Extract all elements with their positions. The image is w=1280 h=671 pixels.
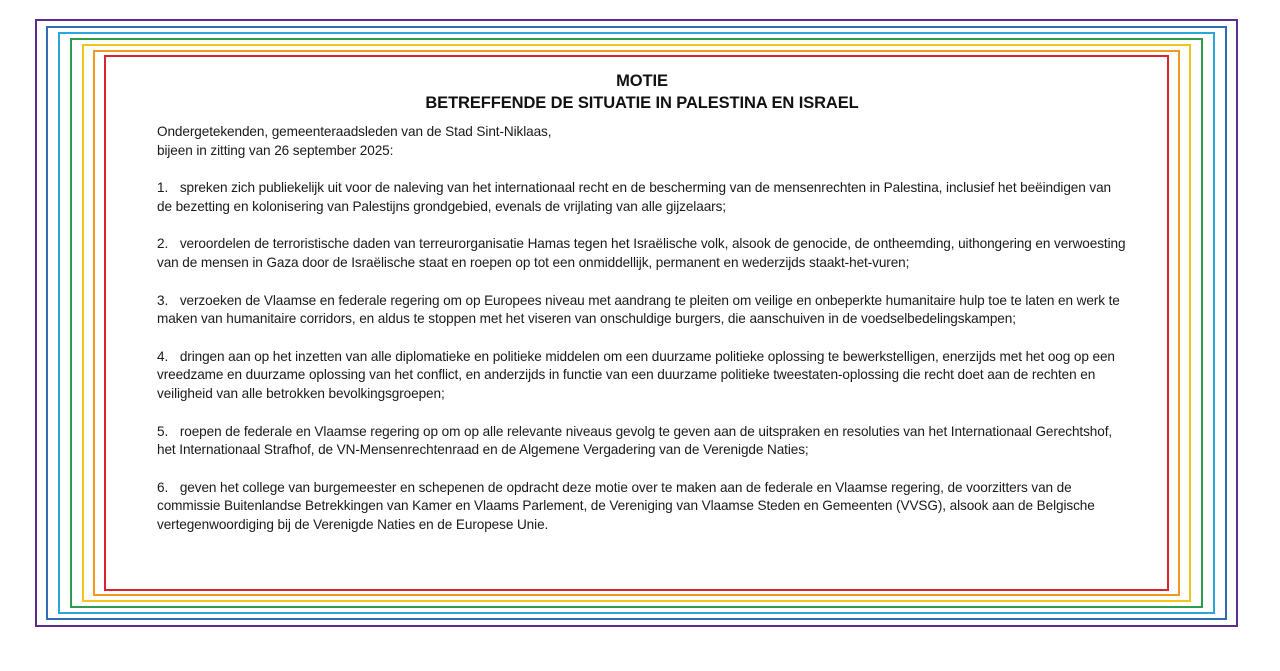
motion-item-4 [157,348,1127,404]
item-number: 5. [157,423,169,439]
intro-paragraph [157,123,1127,160]
document-title [157,70,1127,114]
motion-document [157,70,1127,535]
title-line-2: BETREFFENDE DE SITUATIE IN PALESTINA EN ISRAEL [425,94,859,112]
motion-item-1 [157,179,1127,216]
title-line-1: MOTIE [616,72,668,90]
item-text: roepen de federale en Vlaamse regering op om op alle relevante niveaus gevolg te geven aan de uitspraken en resoluties van het Internationaal Gerechtshof, het Internationaal Strafhof, de VN-Mensenrechtenraad en de Algemene Vergadering van de Verenigde Naties; [157,423,1113,458]
item-number: 1. [157,180,169,196]
item-text: dringen aan op het inzetten van alle diplomatieke en politieke middelen om een duurzame politieke oplossing te bewerkstelligen, enerzijds met het oog op een vreedzame en duurzame oplossing van het conflict, en anderzijds in functie van een duurzame politieke tweestaten-oplossing die recht doet aan de rechten en veiligheid van alle betrokken bevolkingsgroepen; [157,348,1115,401]
motion-item-3 [157,292,1127,329]
item-text: verzoeken de Vlaamse en federale regering om op Europees niveau met aandrang te pleiten om veilige en onbeperkte humanitaire hulp toe te laten en werk te maken van humanitaire corridors, en aldus te stoppen met het viseren van onschuldige burgers, die aanschuiven in de voedselbedelingskampen; [157,292,1120,327]
item-number: 3. [157,292,169,308]
item-text: spreken zich publiekelijk uit voor de naleving van het internationaal recht en de bescherming van de mensenrechten in Palestina, inclusief het beëindigen van de bezetting en kolonisering van Palestijns grondgebied, evenals de vrijlating van alle gijzelaars; [157,180,1111,214]
motion-item-6 [157,479,1127,535]
item-number: 6. [157,479,169,495]
item-number: 2. [157,236,169,252]
intro-line-1: Ondergetekenden, gemeenteraadsleden van de Stad Sint-Niklaas, [157,124,552,139]
item-text: veroordelen de terroristische daden van terreurorganisatie Hamas tegen het Israëlische volk, alsook de genocide, de ontheemding, uithongering en verwoesting van de mensen in Gaza door de Israëlische staat en roepen op tot een onmiddellijk, permanent en wederzijds staakt-het-vuren; [157,236,1126,270]
item-text: geven het college van burgemeester en schepenen de opdracht deze motie over te maken aan de federale en Vlaamse regering, de voorzitters van de commissie Buitenlandse Betrekkingen van Kamer en Vlaams Parlement, de Vereniging van Vlaamse Steden en Gemeenten (VVSG), alsook aan de Belgische vertegenwoordiging bij de Verenigde Naties en de Europese Unie. [157,479,1095,532]
intro-line-2: bijeen in zitting van 26 september 2025: [157,142,394,158]
item-number: 4. [157,348,169,364]
motion-item-5 [157,423,1127,460]
motion-item-2 [157,235,1127,272]
